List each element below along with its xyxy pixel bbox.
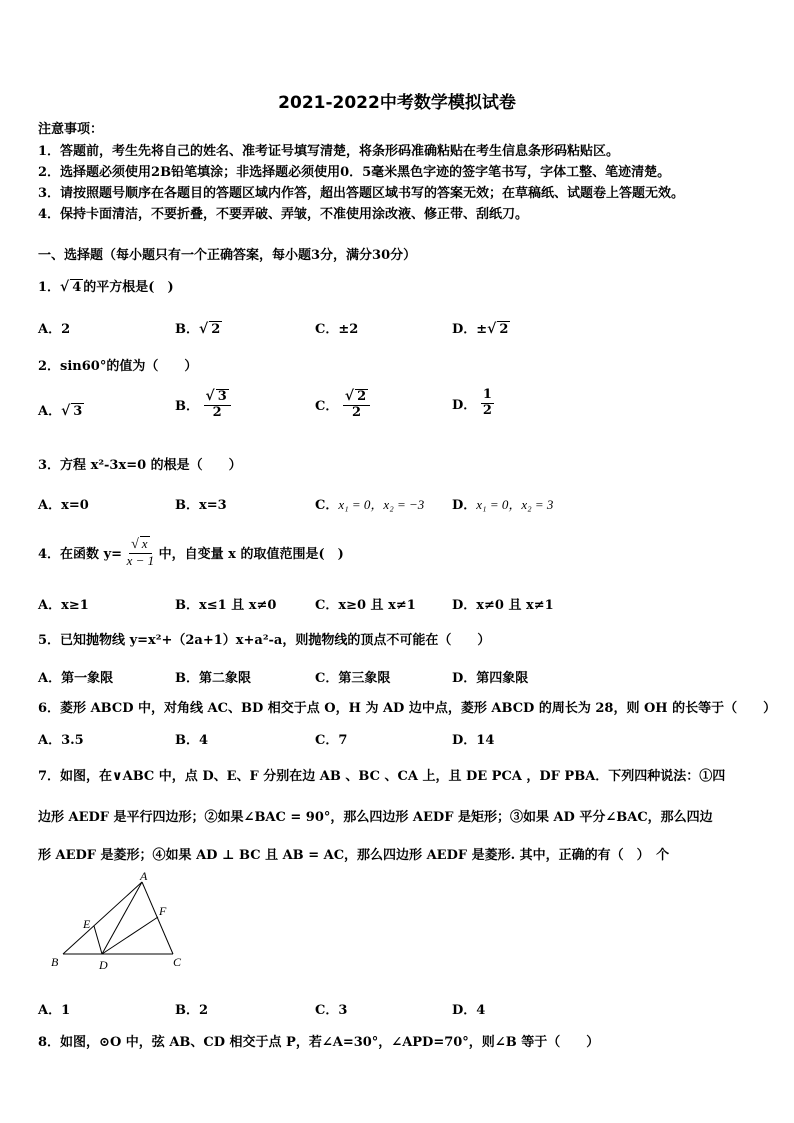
question-1: 1．√ 4 的平方根是( ) [38, 279, 174, 295]
notice-item: 1．答题前，考生先将自己的姓名、准考证号填写清楚，将条形码准确粘贴在考生信息条形码粘贴区。 [38, 144, 620, 159]
question-7-line: 形 AEDF 是菱形；④如果 AD ⊥ BC 且 AB = AC，那么四边形 AEDF 是菱形. 其中，正确的有（ ） 个 [38, 848, 670, 863]
q1-option-b: B．√ 2 [175, 321, 221, 337]
q6-option-b: B．4 [175, 733, 209, 748]
q2-option-a: A．√ 3 [38, 403, 83, 419]
segment-df [102, 917, 158, 954]
q2-option-b: B． $\frac{√ 3}{2}$ [175, 388, 231, 421]
q4-option-b: B．x≤1 且 x≠0 [175, 598, 277, 613]
label-a: A [140, 870, 148, 883]
notice-item: 2．选择题必须使用2B铅笔填涂；非选择题必须使用0．5毫米黑色字迹的签字笔书写，字体工整、笔迹清楚。 [38, 165, 671, 180]
q6-option-a: A．3.5 [38, 733, 84, 748]
question-8: 8．如图，⊙O 中，弦 AB、CD 相交于点 P，若∠A=30°，∠APD=70°，则∠B 等于（ ） [38, 1035, 600, 1050]
q7-option-c: C．3 [315, 1003, 348, 1018]
q4-option-d: D．x≠0 且 x≠1 [452, 598, 554, 613]
label-b: B [51, 955, 59, 969]
q7-option-b: B．2 [175, 1003, 209, 1018]
q6-option-d: D．14 [452, 733, 495, 748]
question-3: 3．方程 x²-3x=0 的根是（ ） [38, 458, 242, 473]
segment-de [94, 926, 102, 954]
q3-option-b: B．x=3 [175, 498, 227, 513]
triangle-figure [45, 870, 195, 975]
section-heading: 一、选择题（每小题只有一个正确答案，每小题3分，满分30分） [38, 248, 417, 263]
label-c: C [173, 955, 182, 969]
q5-option-b: B．第二象限 [175, 671, 251, 686]
label-d: D [99, 958, 108, 972]
label-e: E [83, 917, 91, 931]
question-7-line: 边形 AEDF 是平行四边形；②如果∠BAC = 90°，那么四边形 AEDF 是矩形；③如果 AD 平分∠BAC，那么四边 [38, 810, 713, 825]
label-f: F [159, 904, 167, 918]
q2-option-c: C． $\frac{√ 2}{2}$ [315, 388, 370, 421]
q5-option-a: A．第一象限 [38, 671, 114, 686]
notice-heading: 注意事项： [38, 122, 104, 137]
q7-option-a: A．1 [38, 1003, 71, 1018]
page-title: 2021-2022中考数学模拟试卷 [278, 93, 516, 113]
side-ac [142, 882, 173, 954]
q2-option-d: D． $\frac{1}{2}$ [452, 387, 492, 418]
q3-option-d: D．x₁ = 0，x₂ = 3 [452, 497, 554, 513]
question-6: 6．菱形 ABCD 中，对角线 AC、BD 相交于点 O，H 为 AD 边中点，菱形 ABCD 的周长为 28，则 OH 的长等于（ ） [38, 701, 777, 716]
q3-option-c: C．x₁ = 0，x₂ = −3 [315, 497, 425, 513]
question-4: 4．在函数 y= $\frac{√ x}{x - 1}$ 中，自变量 x 的取值范围是( ) [38, 536, 344, 569]
q4-option-c: C．x≥0 且 x≠1 [315, 598, 416, 613]
segment-ad [102, 882, 142, 954]
q7-option-d: D．4 [452, 1003, 486, 1018]
q3-option-a: A．x=0 [38, 498, 89, 513]
question-5: 5．已知抛物线 y=x²+（2a+1）x+a²-a，则抛物线的顶点不可能在（ ） [38, 633, 491, 648]
notice-item: 4．保持卡面清洁，不要折叠，不要弄破、弄皱，不准使用涂改液、修正带、刮纸刀。 [38, 207, 529, 222]
notice-item: 3．请按照题号顺序在各题目的答题区域内作答，超出答题区域书写的答案无效；在草稿纸、试题卷上答题无效。 [38, 186, 685, 201]
q1-option-d: D．±√ 2 [452, 321, 509, 337]
q5-option-d: D．第四象限 [452, 671, 529, 686]
question-7-line: 7．如图，在∨ABC 中，点 D、E、F 分别在边 AB 、BC 、CA 上，且 DE PCA ，DF PBA．下列四种说法：①四 [38, 769, 726, 784]
q4-option-a: A．x≥1 [38, 598, 89, 613]
side-ba [63, 882, 142, 954]
q6-option-c: C．7 [315, 733, 348, 748]
q5-option-c: C．第三象限 [315, 671, 391, 686]
segment-ef [94, 917, 158, 926]
q1-option-a: A．2 [38, 322, 71, 337]
q1-option-c: C．±2 [315, 322, 359, 337]
question-2: 2．sin60°的值为（ ） [38, 359, 198, 374]
